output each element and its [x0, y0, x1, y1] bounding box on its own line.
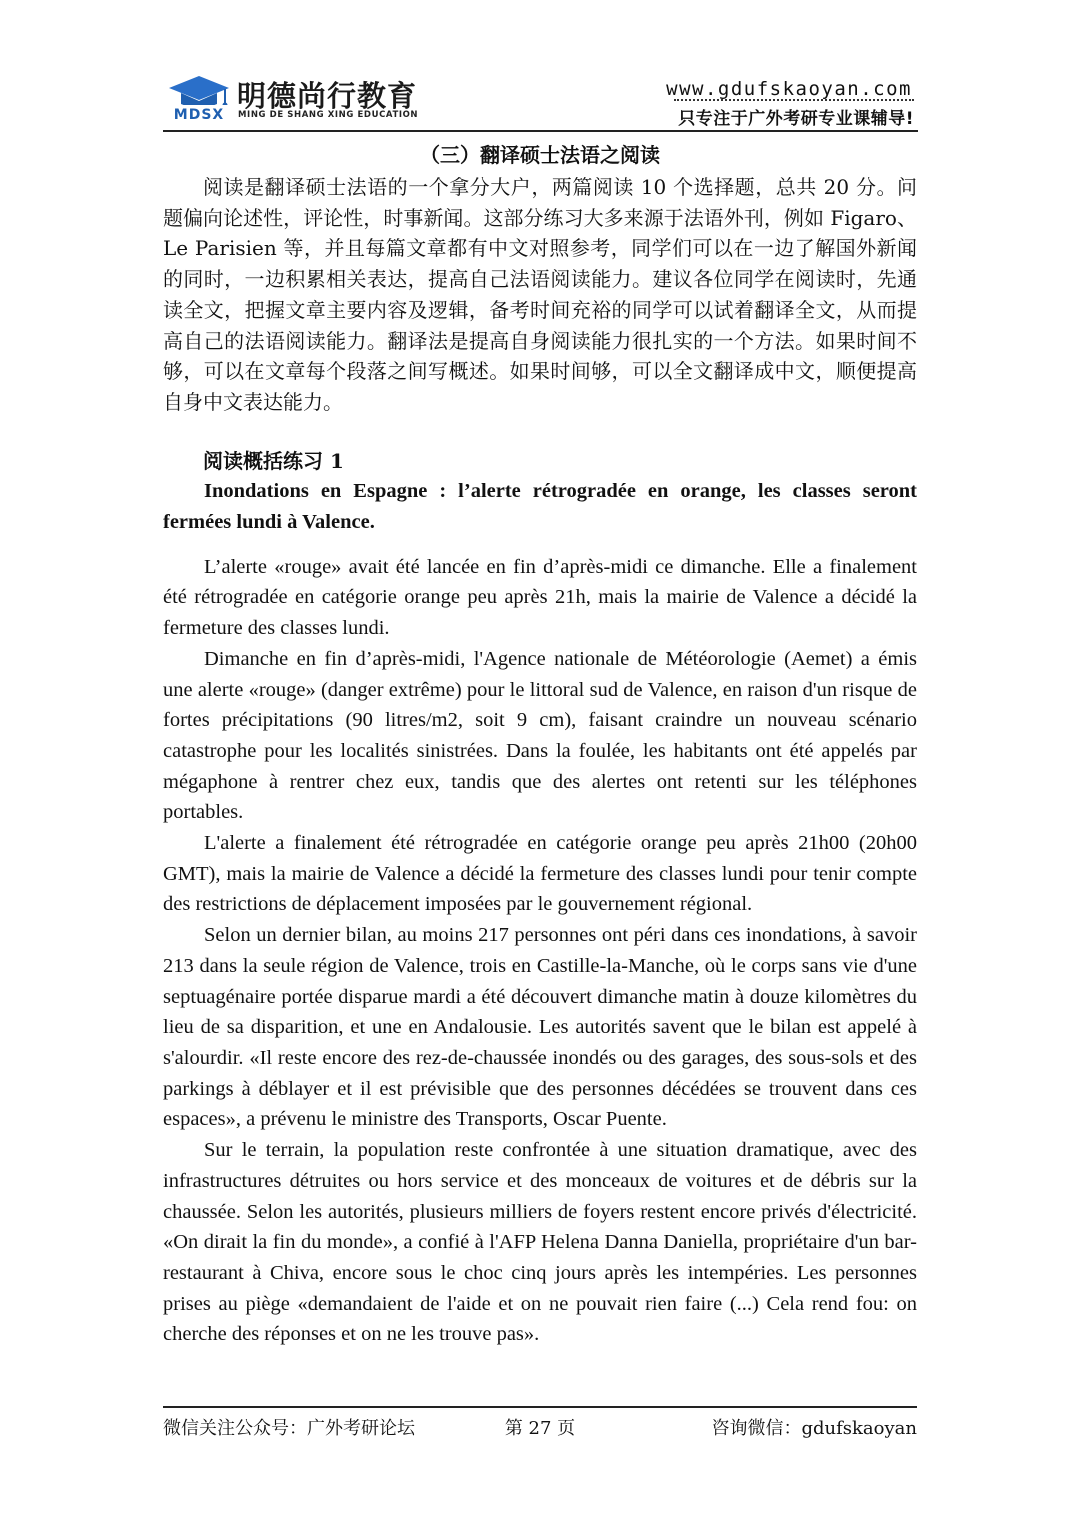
url-dotted-divider: [674, 99, 914, 101]
article-paragraph: L'alerte a finalement été rétrogradée en catégorie orange peu après 21h00 (20h00 GMT), mais la mairie de Valence a décidé la fermeture des classes lundi pour tenir compte des restrictions de déplacement imposées par le gouvernement régional.: [163, 832, 917, 916]
exercise-title: 阅读概括练习 1: [203, 448, 344, 473]
footer-wechat-account: 微信关注公众号：广外考研论坛: [163, 1418, 415, 1439]
article-paragraph: Selon un dernier bilan, au moins 217 personnes ont péri dans ces inondations, à savoir 213 dans la seule région de Valence, trois en Castille-la-Manche, où le corps sans vie d'une septuagénaire portée disparue mardi a été découvert dimanche matin à douze kilomètres du lieu de sa disparition, et une en Andalousie. Les autorités savent que le bilan est appelé à s'alourdir. «Il reste encore des rez-de-chaussée inondés ou des garages, des sous-sols et des parkings à déblayer et il est prévisible que des personnes décédées se trouvent dans ces espaces», a prévenu le ministre des Transports, Oscar Puente.: [163, 924, 917, 1131]
footer-rule: [163, 1406, 917, 1408]
graduation-cap-logo-icon: [167, 74, 231, 122]
brand-name-en: MING DE SHANG XING EDUCATION: [238, 110, 419, 120]
footer-consult-wechat: 咨询微信：gdufskaoyan: [711, 1418, 917, 1439]
page-number: 第 27 页: [504, 1418, 576, 1439]
page-header: [163, 66, 918, 132]
header-rule: [163, 130, 918, 132]
article-title: Inondations en Espagne : l’alerte rétrogradée en orange, les classes seront fermées lundi à Valence.: [163, 480, 917, 534]
section-intro: 阅读是翻译硕士法语的一个拿分大户，两篇阅读 10 个选择题，总共 20 分。问题偏向论述性，评论性，时事新闻。这部分练习大多来源于法语外刊，例如 Figaro、 Le Parisien 等，并且每篇文章都有中文对照参考，同学们可以在一边了解国外新闻的同时，一边积累相关表达，提高自己法语阅读能力。建议各位同学在阅读时，先通读全文，把握文章主要内容及逻辑，备考时间充裕的同学可以试着翻译全文，从而提高自己的法语阅读能力。翻译法是提高自身阅读能力很扎实的一个方法。如果时间不够，可以在文章每个段落之间写概述。如果时间够，可以全文翻译成中文，顺便提高自身中文表达能力。: [163, 175, 917, 414]
article-paragraph: L’alerte «rouge» avait été lancée en fin d’après-midi ce dimanche. Elle a finalement été rétrogradée en catégorie orange peu après 21h, mais la mairie de Valence a décidé la fermeture des classes lundi.: [163, 555, 917, 640]
header-slogan: 只专注于广外考研专业课辅导!: [678, 109, 914, 129]
section-title: （三）翻译硕士法语之阅读: [420, 143, 660, 167]
logo-letters: MDSX: [173, 107, 225, 122]
page-content: [163, 134, 917, 1350]
article-paragraph: Sur le terrain, la population reste confrontée à une situation dramatique, avec des infrastructures détruites ou hors service et des monceaux de voitures et de débris sur la chaussée. Selon les autorités, plusieurs milliers de foyers restent encore privés d'électricité. «On dirait la fin du monde», a confié à l'AFP Helena Danna Daniella, propriétaire d'un bar-restaurant à Chiva, encore sous le choc cinq jours après les intempéries. Les personnes prises au piège «demandaient de l'aide et on ne pouvait rien faire (...) Cela rend fou: on cherche des réponses et on ne les trouve pas».: [163, 1139, 917, 1346]
brand-name-cn: 明德尚行教育: [237, 79, 418, 113]
article-paragraph: Dimanche en fin d’après-midi, l'Agence nationale de Météorologie (Aemet) a émis une alerte «rouge» (danger extrême) pour le littoral sud de Valence, en raison d'un risque de fortes précipitations (90 litres/m2, soit 9 cm), faisant craindre un nouveau scénario catastrophe pour les localités sinistrées. Dans la foulée, les habitants ont été appelés par mégaphone à rentrer chez eux, tandis que des alertes ont retenti sur les téléphones portables.: [163, 647, 917, 824]
site-url: www.gdufskaoyan.com: [666, 78, 912, 100]
page-footer: [163, 1406, 917, 1442]
